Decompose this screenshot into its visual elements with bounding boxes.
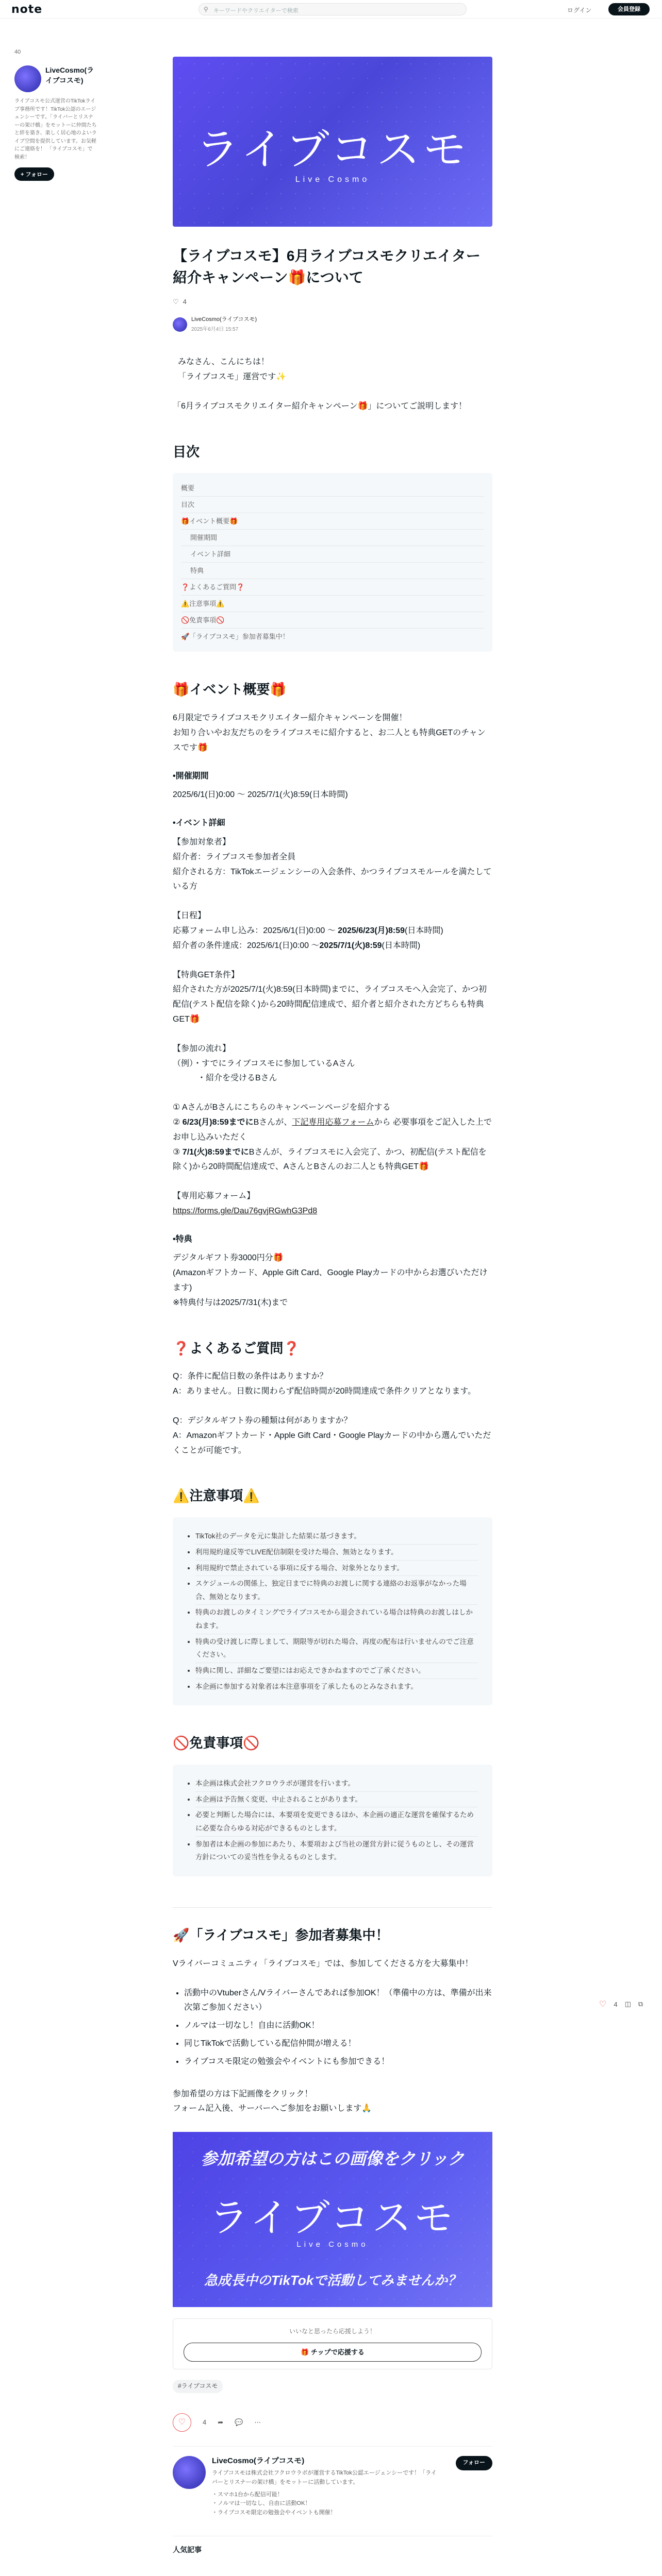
float-bookmark-icon[interactable]: ◫ xyxy=(624,2000,631,2008)
sidebar-description: ライブコスモ公式運営のTikTokライブ事務所です！TikTok公認のエージェンシーです。「ライバーとリスナーの架け橋」をモットーに仲間たちと絆を築き、楽しく居心地のよいライブ空間を提供しています。お気軽にご連絡を！ 「ライブコスモ」で検索！ xyxy=(14,98,97,160)
search-icon: ⚲ xyxy=(204,6,208,13)
recruit-list xyxy=(184,1986,492,2070)
toc-item[interactable]: イベント詳細 xyxy=(181,546,484,563)
intro-line: 「ライブコスモ」運営です✨ xyxy=(178,372,287,381)
period-heading: •開催期間 xyxy=(173,771,209,781)
note-item: • 特典のお渡しのタイミングでライブコスモから退会されている場合は特典のお渡しはしかねます。 xyxy=(195,1605,478,1634)
target-line: 紹介者：ライブコスモ参加者全員 xyxy=(173,852,296,861)
recruit-item: • ライブコスモ限定の勉強会やイベントにも参加できる！ xyxy=(184,2055,492,2070)
toc-item[interactable]: 特典 xyxy=(181,563,484,579)
recruit-intro: Vライバーコミュニティ「ライブコスモ」では、参加してくださる方を大募集中！ xyxy=(173,1959,473,1968)
flow-heading: 【参加の流れ】 xyxy=(173,1044,231,1053)
publish-date: 2025年6月4日 15:57 xyxy=(191,327,239,333)
target-heading: 【参加対象者】 xyxy=(173,837,231,846)
heart-icon[interactable]: ♡ xyxy=(173,298,179,306)
flow-line: （例）・すでにライブコスモに参加しているAさん xyxy=(173,1059,355,1068)
popular-heading: 人気記事 xyxy=(173,2536,492,2556)
recruit-item: • 同じTikTokで活動している配信仲間が増える！ xyxy=(184,2037,492,2052)
sidebar xyxy=(14,49,97,181)
recruit-banner[interactable] xyxy=(173,2132,492,2307)
bonus-heading: •特典 xyxy=(173,1234,192,1244)
period-text: 2025/6/1(日)0:00 〜 2025/7/1(火)8:59(日本時間) xyxy=(173,790,348,800)
float-heart-icon[interactable]: ♡ xyxy=(599,2000,607,2009)
likes-row xyxy=(173,296,492,308)
toc-item[interactable]: 🎁イベント概要🎁 xyxy=(181,513,484,530)
disclaimer-item: • 参加者は本企画の参加にあたり、本要項および当社の運営方針に従うものとし、その運営方針についての妥当性を争えるものとします。 xyxy=(195,1837,478,1865)
note-item: • 利用規約で禁止されている事項に反する場合、対象外となります。 xyxy=(195,1561,478,1577)
support-question: いいなと思ったら応援しよう！ xyxy=(289,2328,376,2335)
likes-count[interactable]: 4 xyxy=(183,298,187,306)
tip-button-label: チップで応援する xyxy=(310,2348,365,2356)
banner-top-text: 参加希望の方はこの画像をクリック xyxy=(201,2149,465,2168)
step-line: ② 6/23(月)8:59までにBさんが、下記専用応募フォームから 必要事項をご記入した上でお申し込みいただく xyxy=(173,1117,492,1142)
comment-icon[interactable]: 💬 xyxy=(235,2418,243,2427)
article-actions xyxy=(173,2413,492,2432)
intro-line: 「6月ライブコスモクリエイター紹介キャンペーン🎁」についてご説明します！ xyxy=(173,401,467,411)
float-like-count: 4 xyxy=(614,2000,618,2008)
form-link[interactable]: 下記専用応募フォーム xyxy=(292,1117,374,1127)
bonus-line: デジタルギフト券3000円分🎁 xyxy=(173,1253,284,1263)
faq-question: Q：デジタルギフト券の種類は何がありますか？ xyxy=(173,1416,352,1426)
like-button[interactable]: ♡ xyxy=(173,2413,191,2432)
faq-answer: A：Amazonギフトカード・Apple Gift Card・Google Playカードの中から選んでいただくことが可能です。 xyxy=(173,1431,491,1455)
note-logo[interactable]: note xyxy=(11,3,43,16)
top-header xyxy=(0,0,662,19)
article xyxy=(173,57,492,2557)
condition-text: 紹介された方が2025/7/1(火)8:59(日本時間)までに、ライブコスモへ入会完了、かつ初配信(テスト配信を除く)から20時間配信達成で、紹介者と紹介された方どちらも特典GET🎁 xyxy=(173,985,487,1024)
author-card-desc: ライブコスモは株式会社フクロウラボが運営するTikTok公認エージェンシーです！「ライバーとリスナーの架け橋」をモットーに活動しています。 xyxy=(212,2470,437,2485)
banner-title: ライブコスモ xyxy=(209,2196,456,2241)
search-input[interactable] xyxy=(198,3,467,15)
more-icon[interactable]: ⋯ xyxy=(254,2418,261,2427)
event-desc: お知り合いやお友だちのをライブコスモに紹介すると、お二人とも特典GETのチャンスです🎁 xyxy=(173,728,486,752)
support-box xyxy=(173,2318,492,2369)
toc-item[interactable]: 概要 xyxy=(181,480,484,497)
article-title: 【ライブコスモ】6月ライブコスモクリエイター紹介キャンペーン🎁について xyxy=(173,248,481,285)
recruit-item: • ノルマは一切なし！自由に活動OK！ xyxy=(184,2019,492,2033)
disclaimer-heading: 🚫免責事項🚫 xyxy=(173,1735,260,1751)
schedule-line: 応募フォーム申し込み：2025/6/1(日)0:00 〜 2025/6/23(月)8:59(日本時間) xyxy=(173,926,443,935)
toc-heading: 目次 xyxy=(173,444,200,460)
target-line: 紹介される方：TikTokエージェンシーの入会条件、かつライブコスモルールを満たしている方 xyxy=(173,867,492,891)
disclaimer-item: • 必要と判断した場合には、本要項を変更できるほか、本企画の適正な運営を確保するために必要な合らゆる対応ができるものとします。 xyxy=(195,1807,478,1836)
author-card-line: ・ノルマは一切なし、自由に活動OK！ xyxy=(212,2500,311,2507)
article-body xyxy=(173,355,492,2556)
notes-heading: ⚠️注意事項⚠️ xyxy=(173,1488,260,1504)
faq-answer: A：ありません。日数に関わらず配信時間が20時間達成で条件クリアとなります。 xyxy=(173,1387,476,1396)
step-line: ① AさんがBさんにこちらのキャンペーンページを紹介する xyxy=(173,1103,391,1112)
event-heading: 🎁イベント概要🎁 xyxy=(173,682,287,698)
author-avatar[interactable] xyxy=(173,317,187,332)
sidebar-creator-name[interactable]: LiveCosmo(ライブコスモ) xyxy=(45,66,94,84)
recruit-cta: フォーム記入後、サーバーへご参加をお願いします🙏 xyxy=(173,2104,372,2113)
toc-item[interactable]: 目次 xyxy=(181,497,484,513)
notes-box xyxy=(173,1517,492,1705)
sidebar-count: 40 xyxy=(14,49,21,55)
step-line: ③ 7/1(火)8:59までにBさんが、ライブコスモに入会完了、かつ、初配信(テスト配信を除く)から20時間配信達成で、AさんとBさんのお二人とも特典GET🎁 xyxy=(173,1147,487,1172)
toc-item[interactable]: 開催期間 xyxy=(181,530,484,546)
bonus-line: ※特典付与は2025/7/31(木)まで xyxy=(173,1298,288,1307)
author-card-follow-button[interactable]: フォロー xyxy=(456,2456,492,2470)
flow-line: ・紹介を受けるBさん xyxy=(173,1074,277,1083)
schedule-line: 紹介者の条件達成：2025/6/1(日)0:00 〜2025/7/1(火)8:59(日本時間) xyxy=(173,941,421,950)
author-card xyxy=(173,2446,492,2517)
intro-line: みなさん、こんにちは！ xyxy=(178,358,269,367)
toc-item[interactable]: ❓よくあるご質問❓ xyxy=(181,579,484,596)
author-card-line: ・ライブコスモ限定の勉強会やイベントも開催！ xyxy=(212,2509,336,2516)
recruit-item: • 活動中のVtuberさん/Vライバーさんであれば参加OK！（準備中の方は、準備が出来次第ご参加ください） xyxy=(184,1986,492,2016)
hero-title: ライブコスモ xyxy=(195,124,470,175)
schedule-heading: 【日程】 xyxy=(173,911,206,921)
detail-heading: •イベント詳細 xyxy=(173,819,225,828)
toc-item[interactable]: 🚀「ライブコスモ」参加者募集中！ xyxy=(181,633,289,641)
author-row[interactable] xyxy=(173,315,492,334)
event-desc: 6月限定でライブコスモクリエイター紹介キャンペーンを開催！ xyxy=(173,714,407,723)
recruit-heading: 🚀「ライブコスモ」参加者募集中！ xyxy=(173,1927,389,1943)
table-of-contents xyxy=(173,473,492,652)
login-link[interactable]: ログイン xyxy=(567,7,592,14)
form-heading: 【専用応募フォーム】 xyxy=(173,1192,255,1201)
faq-heading: ❓よくあるご質問❓ xyxy=(173,1340,300,1356)
divider xyxy=(173,1907,492,1908)
note-item: • 特典の受け渡しに際しまして、期限等が切れた場合、再度の配布は行いませんのでご注意ください。 xyxy=(195,1634,478,1663)
hero-image xyxy=(173,57,492,227)
form-url-link[interactable]: https://forms.gle/Dau76gvjRGwhG3Pd8 xyxy=(173,1206,318,1215)
follow-label: フォロー xyxy=(25,172,48,178)
disclaimer-item: • 本企画は株式会社フクロウラボが運営を行います。 xyxy=(195,1776,478,1792)
recruit-cta: 参加希望の方は下記画像をクリック！ xyxy=(173,2089,313,2098)
author-card-avatar[interactable] xyxy=(173,2456,206,2489)
like-count: 4 xyxy=(203,2418,207,2427)
note-item: • 利用規約違反等でLIVE配信制限を受けた場合、無効となります。 xyxy=(195,1545,478,1561)
float-share-icon[interactable]: ⧉ xyxy=(638,2000,643,2008)
disclaimer-item: • 本企画は予告無く変更、中止されることがあります。 xyxy=(195,1792,478,1808)
avatar[interactable] xyxy=(14,65,41,92)
bonus-line: (Amazonギフトカード、Apple Gift Card、Google Playカードの中からお選びいただけます) xyxy=(173,1268,488,1293)
faq-question: Q：条件に配信日数の条件はありますか？ xyxy=(173,1372,328,1381)
search-placeholder: キーワードやクリエイターで検索 xyxy=(213,8,299,14)
sidebar-follow-button[interactable] xyxy=(14,167,54,181)
hero-subtitle: Live Cosmo xyxy=(295,175,370,184)
share-icon[interactable]: ➦ xyxy=(218,2418,224,2427)
note-item: • 本企画に参加する対象者は本注意事項を了承したものとみなされます。 xyxy=(195,1679,478,1694)
author-card-name[interactable]: LiveCosmo(ライブコスモ) xyxy=(212,2456,305,2465)
note-item: • TikTok社のデータを元に集計した結果に基づきます。 xyxy=(195,1529,478,1545)
gift-icon: 🎁 xyxy=(301,2348,309,2356)
toc-item[interactable]: ⚠️注意事項⚠️ xyxy=(181,596,484,612)
author-card-line: ・スマホ1台から配信可能！ xyxy=(212,2491,283,2498)
signup-button[interactable]: 会員登録 xyxy=(608,3,650,15)
tip-button[interactable] xyxy=(184,2343,482,2362)
disclaimer-box xyxy=(173,1765,492,1876)
sidebar-profile[interactable] xyxy=(14,65,97,92)
condition-heading: 【特典GET条件】 xyxy=(173,970,239,979)
author-name[interactable]: LiveCosmo(ライブコスモ) xyxy=(191,316,257,323)
toc-item[interactable]: 🚫免責事項🚫 xyxy=(181,612,484,629)
banner-bottom-text: 急成長中のTikTokで活動してみませんか？ xyxy=(204,2273,461,2289)
banner-subtitle: Live Cosmo xyxy=(296,2240,369,2249)
hashtag[interactable]: #ライブコスモ xyxy=(173,2380,223,2393)
plus-icon: + xyxy=(21,172,24,178)
note-item: • スケジュールの関係上、独定日までに特典のお渡しに関する連絡のお返事がなかった場合、無効となります。 xyxy=(195,1576,478,1605)
floating-actions xyxy=(599,1999,643,2009)
note-item: • 特典に関し、詳細なご要望にはお応えできかねますのでご了承ください。 xyxy=(195,1663,478,1679)
